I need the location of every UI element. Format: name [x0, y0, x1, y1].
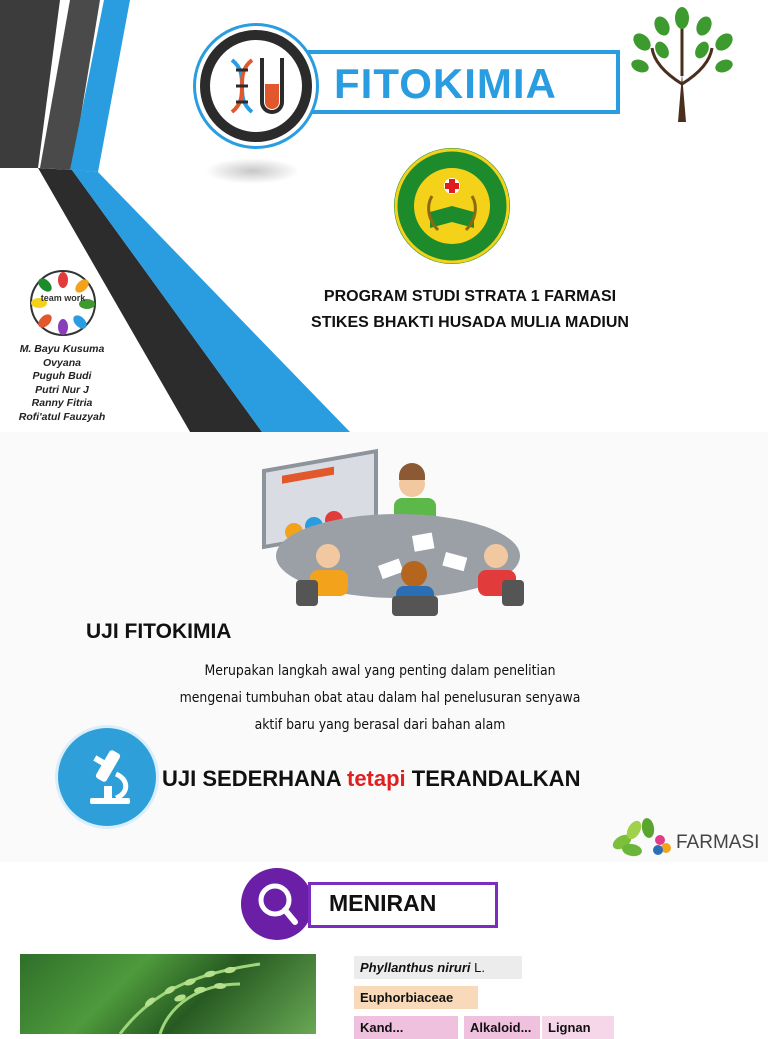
author-list [6, 343, 118, 424]
farmasi-brand-text: FARMASI [676, 832, 760, 853]
compound-tag: Lignan [542, 1016, 614, 1039]
meniran-slide [0, 862, 768, 1035]
description-line: mengenai tumbuhan obat atau dalam hal penelusuran senyawa [179, 690, 581, 706]
teamwork-logo-text: team work [40, 293, 86, 303]
title-emblem [196, 26, 316, 146]
meniran-plant-photo [20, 954, 316, 1034]
author-name: M. Bayu Kusuma [19, 343, 105, 355]
program-line-1: PROGRAM STUDI STRATA 1 FARMASI [323, 288, 617, 305]
tagline-accent: tetapi [347, 766, 406, 791]
uji-fitokimia-slide [0, 432, 768, 862]
title-shadow [205, 158, 300, 184]
meeting-illustration [258, 446, 538, 616]
title-box [302, 50, 620, 114]
species-author: L. [470, 960, 485, 975]
author-name: Puguh Budi [32, 370, 92, 382]
microscope-icon [58, 728, 156, 826]
search-icon [241, 868, 313, 940]
tree-hands-icon [626, 4, 738, 124]
plant-leaves-image [20, 954, 316, 1034]
program-line-2: STIKES BHAKTI HUSADA MULIA MADIUN [311, 314, 629, 331]
description-text [156, 658, 603, 739]
title-slide [0, 0, 768, 432]
meniran-title-box [308, 882, 498, 928]
author-name: Rofi'atul Fauzyah [18, 410, 106, 423]
microscope-badge [58, 728, 156, 826]
meniran-title: MENIRAN [329, 890, 437, 916]
author-name: Ovyana [43, 356, 81, 369]
compound-tag: Alkaloid... [464, 1016, 540, 1039]
compound-tag: Kand... [354, 1016, 458, 1039]
dna-test-tube-icon [210, 40, 302, 132]
farmasi-leaf-logo [608, 816, 674, 860]
species-tag [354, 956, 522, 979]
species-name: Phyllanthus niruri [360, 960, 471, 975]
tagline-part2: TERANDALKAN [405, 766, 581, 791]
search-badge [241, 868, 313, 940]
author-name: Putri Nur J [35, 383, 89, 396]
tagline [162, 766, 580, 792]
slide-title: FITOKIMIA [334, 60, 557, 107]
author-name: Ranny Fitria [31, 397, 93, 409]
stikes-logo [392, 146, 512, 271]
description-line: aktif baru yang berasal dari bahan alam [254, 717, 506, 733]
tagline-part1: UJI SEDERHANA [162, 766, 347, 791]
section-heading: UJI FITOKIMIA [86, 620, 232, 643]
teamwork-logo [30, 270, 96, 341]
description-line: Merupakan langkah awal yang penting dalam penelitian [204, 663, 556, 679]
family-tag: Euphorbiaceae [354, 986, 478, 1009]
